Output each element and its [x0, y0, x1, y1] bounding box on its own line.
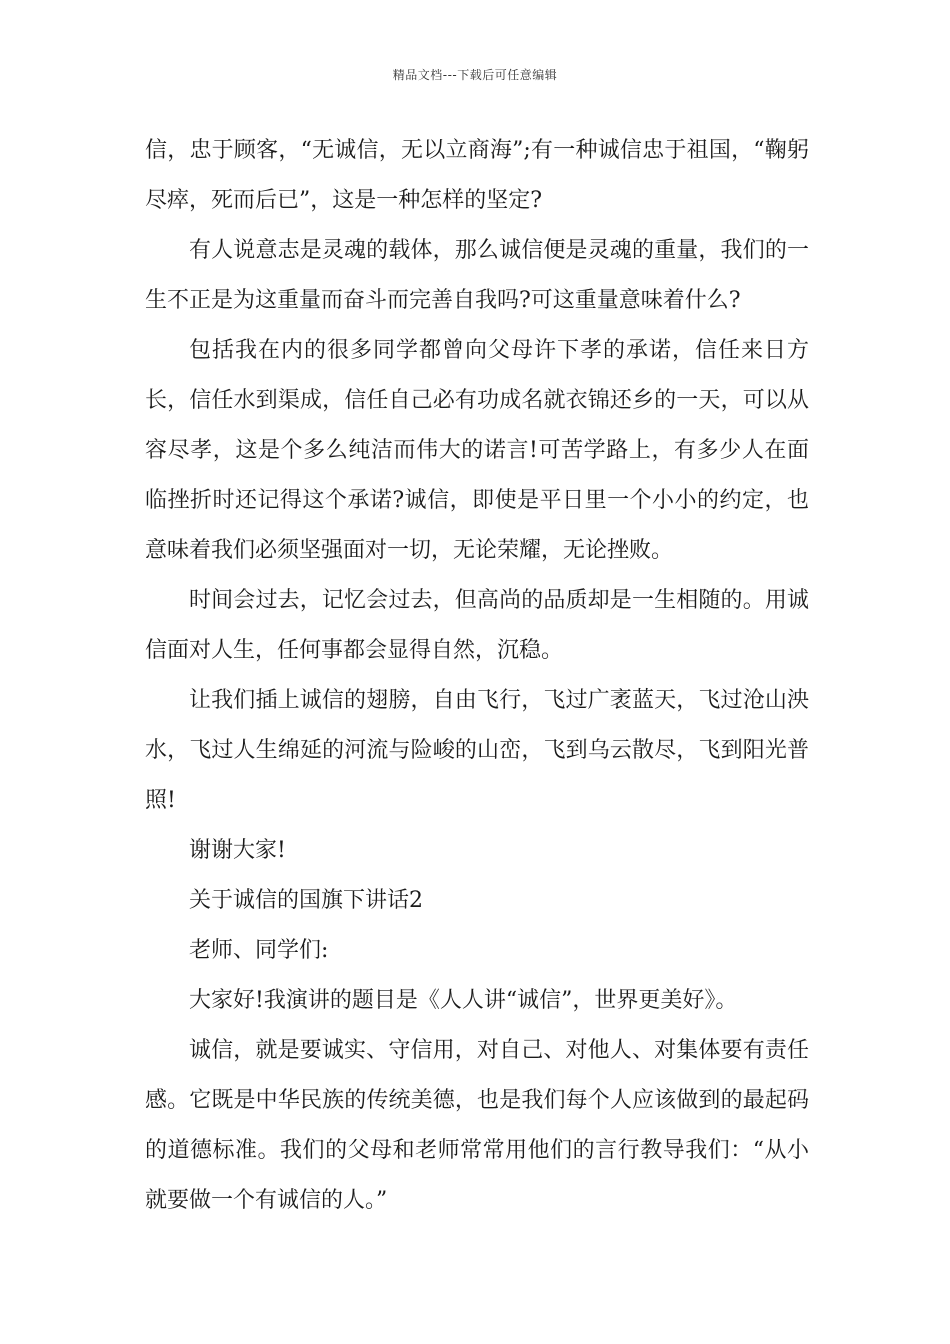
salutation: 老师、同学们:	[189, 938, 329, 963]
section-title: 关于诚信的国旗下讲话2	[189, 888, 423, 913]
paragraph: 信，忠于顾客，“无诚信，无以立商海”;有一种诚信忠于祖国，“鞠躬尽瘁，死而后已”，这是一种怎样的坚定?	[145, 138, 809, 213]
paragraph: 大家好!我演讲的题目是《人人讲“诚信”，世界更美好》。	[189, 988, 738, 1013]
paragraph: 有人说意志是灵魂的载体，那么诚信便是灵魂的重量，我们的一生不正是为这重量而奋斗而完善自我吗?可这重量意味着什么?	[145, 238, 809, 313]
paragraph: 时间会过去，记忆会过去，但高尚的品质却是一生相随的。用诚信面对人生，任何事都会显得自然，沉稳。	[145, 588, 809, 663]
page-header: 精品文档---下载后可任意编辑	[392, 68, 558, 82]
document-body	[145, 126, 809, 1226]
paragraph: 让我们插上诚信的翅膀，自由飞行，飞过广袤蓝天，飞过沧山泱水，飞过人生绵延的河流与险峻的山峦，飞到乌云散尽，飞到阳光普照!	[145, 688, 809, 813]
paragraph: 诚信，就是要诚实、守信用，对自己、对他人、对集体要有责任感。它既是中华民族的传统美德，也是我们每个人应该做到的最起码的道德标准。我们的父母和老师常常用他们的言行教导我们：“从小就要做一个有诚信的人。”	[145, 1038, 809, 1213]
paragraph: 包括我在内的很多同学都曾向父母许下孝的承诺，信任来日方长，信任水到渠成，信任自己必有功成名就衣锦还乡的一天，可以从容尽孝，这是个多么纯洁而伟大的诺言!可苦学路上，有多少人在面临挫折时还记得这个承诺?诚信，即使是平日里一个小小的约定，也意味着我们必须坚强面对一切，无论荣耀，无论挫败。	[145, 338, 809, 563]
closing-line: 谢谢大家!	[189, 838, 286, 863]
